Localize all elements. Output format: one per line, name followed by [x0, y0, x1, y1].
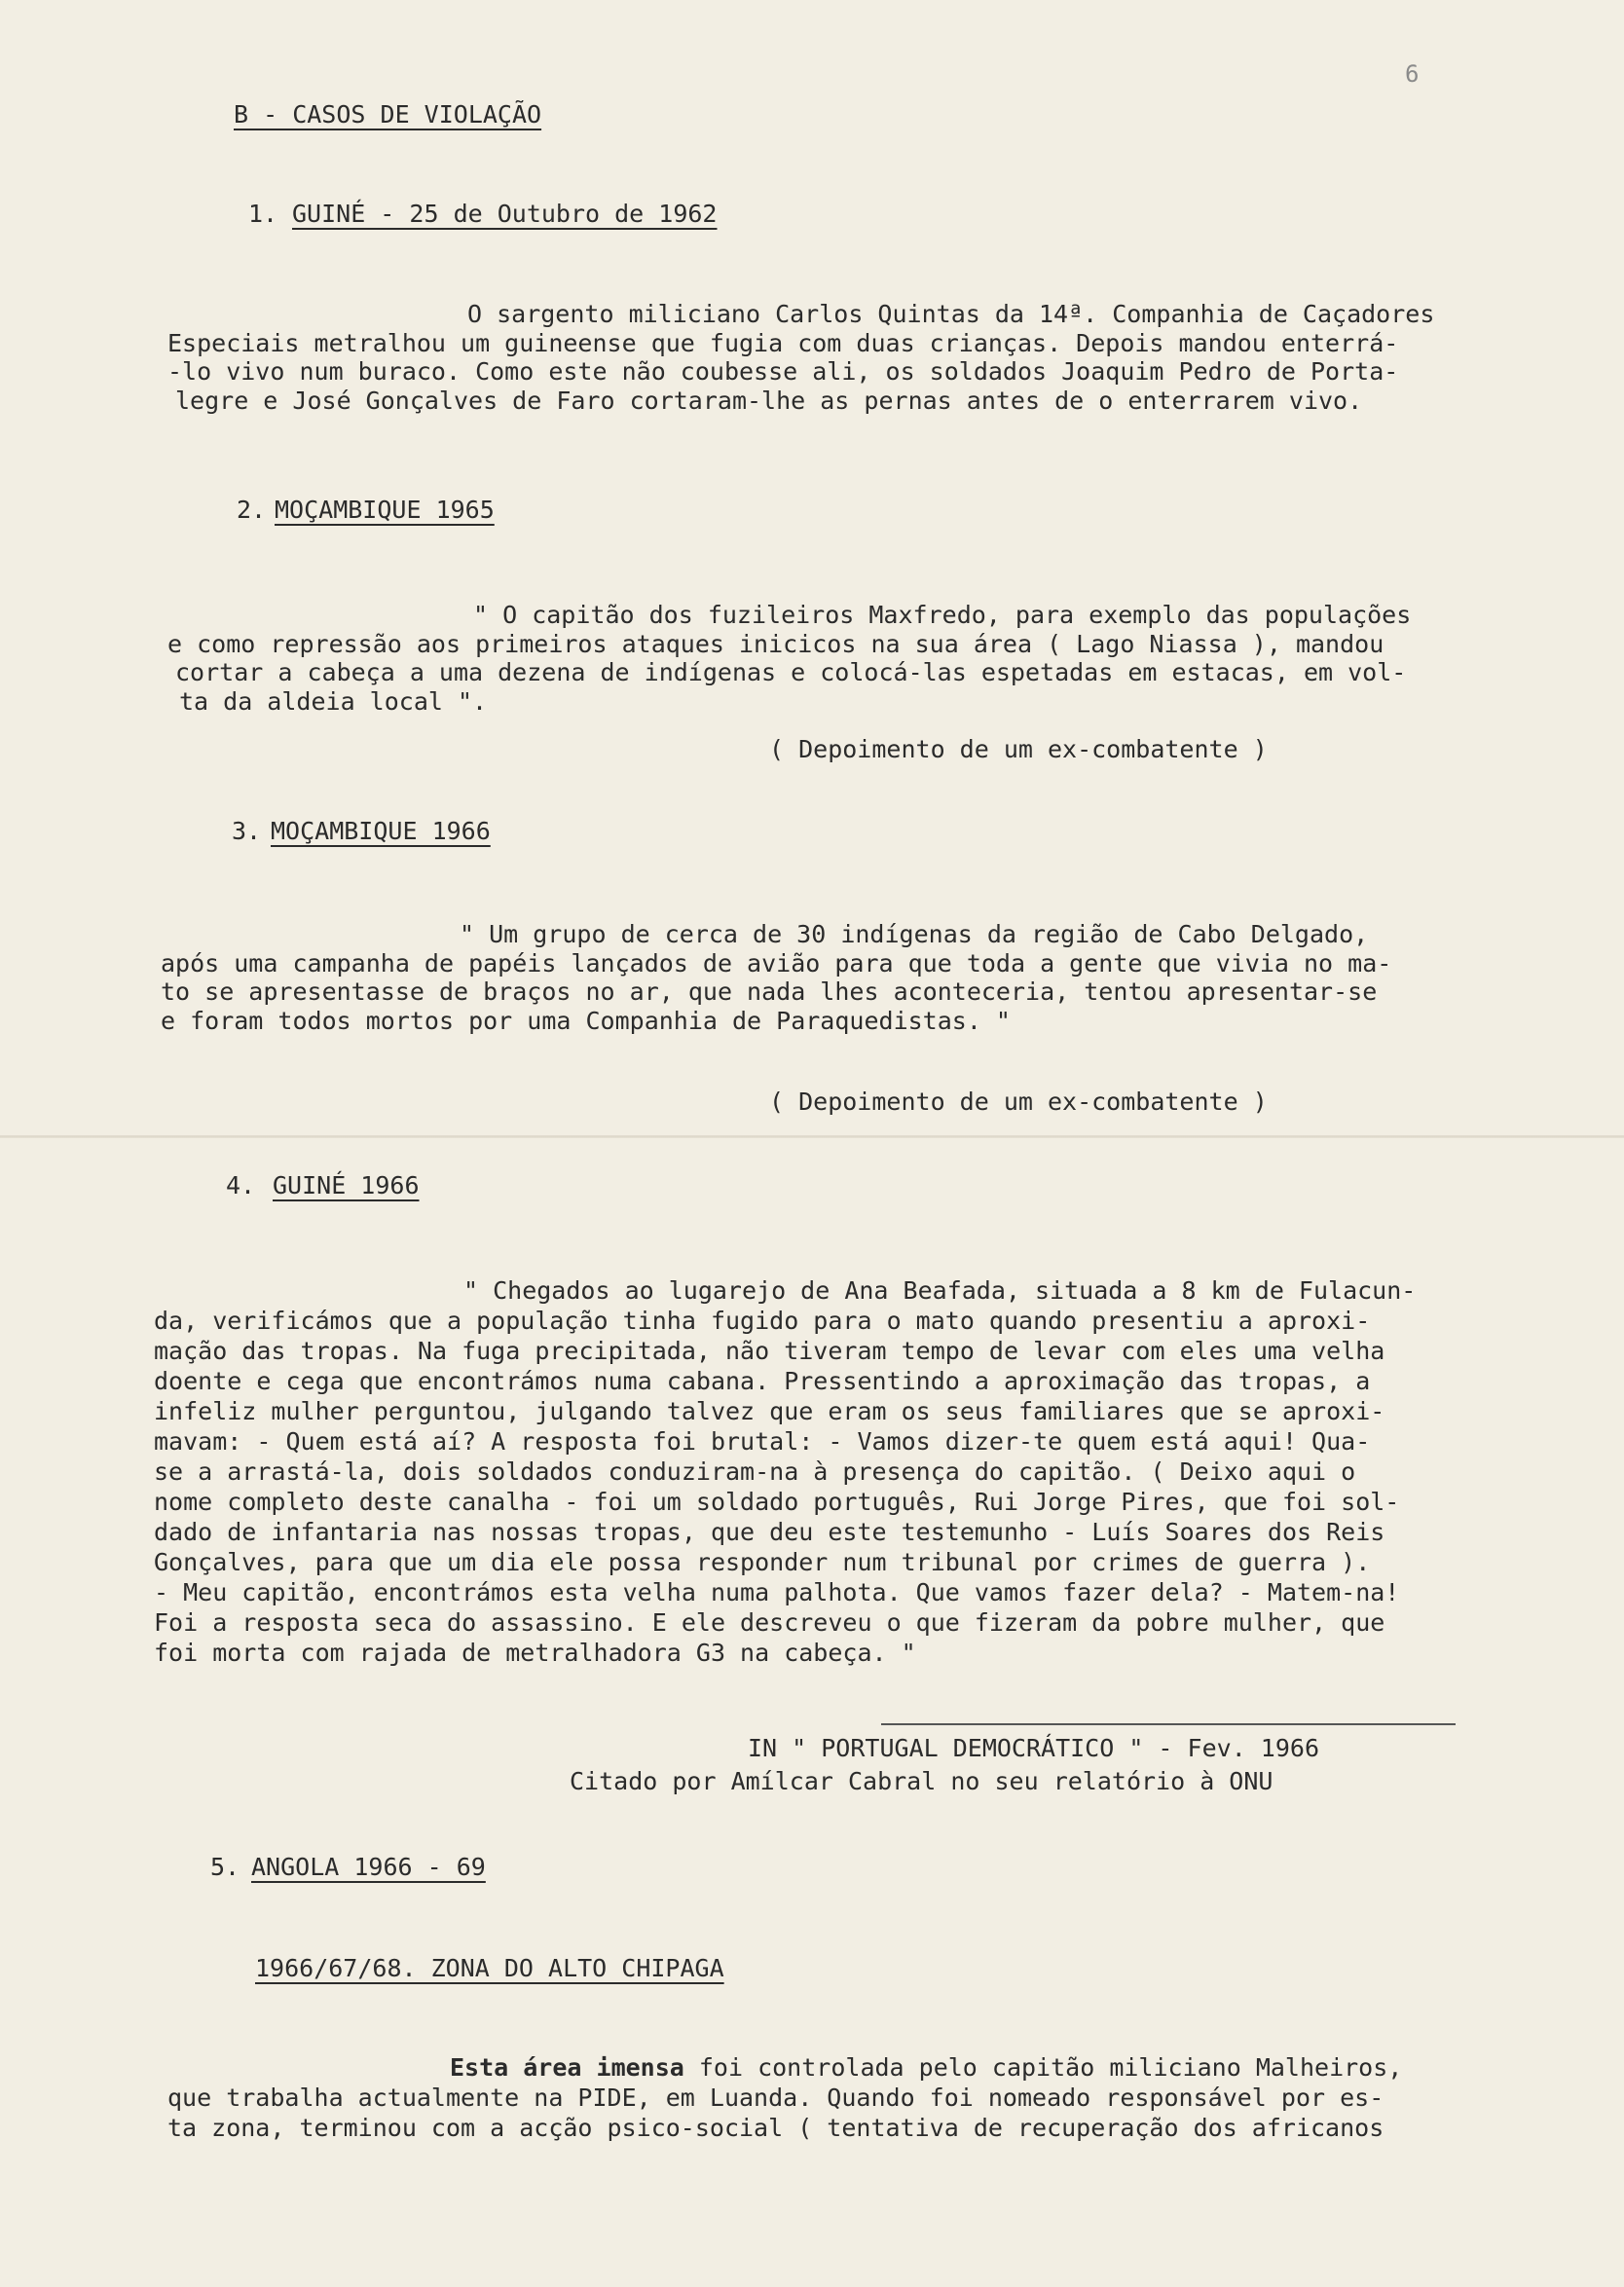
case-4-line: Gonçalves, para que um dia ele possa responder num tribunal por crimes de guerra ). — [154, 1548, 1371, 1576]
case-1-heading: GUINÉ - 25 de Outubro de 1962 — [292, 200, 718, 228]
case-4-body — [154, 1275, 1536, 1668]
separator-rule — [881, 1723, 1456, 1725]
subsection-line: Esta área imensa foi controlada pelo capitão miliciano Malheiros, — [450, 2053, 1403, 2082]
case-2-line: ta da aldeia local ". — [179, 686, 488, 716]
case-2-body — [167, 601, 1531, 716]
subsection-line: ta zona, terminou com a acção psico-social ( tentativa de recuperação dos africanos — [167, 2114, 1384, 2142]
case-1-line: -lo vivo num buraco. Como este não coubesse ali, os soldados Joaquim Pedro de Porta- — [167, 357, 1399, 386]
case-4-number: 4. — [226, 1171, 256, 1199]
case-2-line: " O capitão dos fuzileiros Maxfredo, para exemplo das populações — [473, 601, 1412, 629]
case-2-line: cortar a cabeça a uma dezena de indígenas e colocá-las espetadas em estacas, em vol- — [175, 658, 1407, 686]
section-title: B - CASOS DE VIOLAÇÃO — [234, 100, 542, 129]
case-4-heading: GUINÉ 1966 — [273, 1171, 420, 1199]
case-1-body — [167, 300, 1521, 415]
case-4-line: nome completo deste canalha - foi um soldado português, Rui Jorge Pires, que foi sol- — [154, 1488, 1400, 1516]
case-4-line: dado de infantaria nas nossas tropas, que deu este testemunho - Luís Soares dos Reis — [154, 1518, 1385, 1546]
case-2-heading: MOÇAMBIQUE 1965 — [275, 496, 495, 524]
case-4-line: Foi a resposta seca do assassino. E ele descreveu o que fizeram da pobre mulher, que — [154, 1608, 1385, 1637]
subsection-heading: 1966/67/68. ZONA DO ALTO CHIPAGA — [255, 1954, 724, 1982]
page-number: 6 — [1405, 60, 1420, 88]
case-4-line: mação das tropas. Na fuga precipitada, não tiveram tempo de levar com eles uma velha — [154, 1337, 1385, 1365]
subsection-body — [167, 2052, 1540, 2143]
subsection-line: que trabalha actualmente na PIDE, em Luanda. Quando foi nomeado responsável por es- — [167, 2084, 1384, 2112]
case-2-number: 2. — [237, 496, 267, 524]
case-3-line: e foram todos mortos por uma Companhia de Paraquedistas. " — [161, 1006, 1011, 1035]
case-4-line: da, verificámos que a população tinha fugido para o mato quando presentiu a aproxi- — [154, 1307, 1371, 1335]
case-3-line: " Um grupo de cerca de 30 indígenas da região de Cabo Delgado, — [460, 920, 1369, 948]
case-2-source: ( Depoimento de um ex-combatente ) — [769, 735, 1268, 763]
case-2-line: e como repressão aos primeiros ataques inicicos na sua área ( Lago Niassa ), mandou — [167, 629, 1384, 658]
case-4-line: " Chegados ao lugarejo de Ana Beafada, situada a 8 km de Fulacun- — [463, 1276, 1417, 1305]
case-4-source-line-2: Citado por Amílcar Cabral no seu relatório à ONU — [570, 1767, 1273, 1795]
paper-fold — [0, 1135, 1624, 1138]
case-3-source: ( Depoimento de um ex-combatente ) — [769, 1088, 1268, 1116]
case-3-line: to se apresentasse de braços no ar, que nada lhes aconteceria, tentou apresentar-se — [161, 978, 1378, 1006]
case-3-body — [161, 920, 1524, 1035]
case-1-line: O sargento miliciano Carlos Quintas da 14ª. Companhia de Caçadores — [467, 300, 1435, 328]
case-4-line: foi morta com rajada de metralhadora G3 na cabeça. " — [154, 1639, 916, 1667]
case-1-number: 1. — [248, 200, 278, 228]
case-3-number: 3. — [232, 817, 262, 845]
case-1-line: Especiais metralhou um guineense que fugia com duas crianças. Depois mandou enterrá- — [167, 328, 1399, 357]
case-4-line: doente e cega que encontrámos numa cabana. Pressentindo a aproximação das tropas, a — [154, 1367, 1371, 1395]
case-4-line: infeliz mulher perguntou, julgando talvez que eram os seus familiares que se aproxi- — [154, 1397, 1385, 1425]
bold-emphasis: Esta área imensa — [450, 2053, 684, 2082]
case-3-heading: MOÇAMBIQUE 1966 — [271, 817, 491, 845]
case-3-line: após uma campanha de papéis lançados de avião para que toda a gente que vivia no ma- — [161, 948, 1392, 978]
case-1-line: legre e José Gonçalves de Faro cortaram-lhe as pernas antes de o enterrarem vivo. — [175, 386, 1363, 415]
case-5-number: 5. — [210, 1853, 240, 1881]
case-4-line: mavam: - Quem está aí? A resposta foi brutal: - Vamos dizer-te quem está aqui! Qua- — [154, 1427, 1371, 1456]
case-4-line: se a arrastá-la, dois soldados conduziram-na à presença do capitão. ( Deixo aqui o — [154, 1457, 1356, 1486]
case-4-line: - Meu capitão, encontrámos esta velha numa palhota. Que vamos fazer dela? - Matem-na! — [154, 1578, 1400, 1606]
case-4-source-line-1: IN " PORTUGAL DEMOCRÁTICO " - Fev. 1966 — [748, 1734, 1319, 1762]
case-5-heading: ANGOLA 1966 - 69 — [251, 1853, 486, 1881]
